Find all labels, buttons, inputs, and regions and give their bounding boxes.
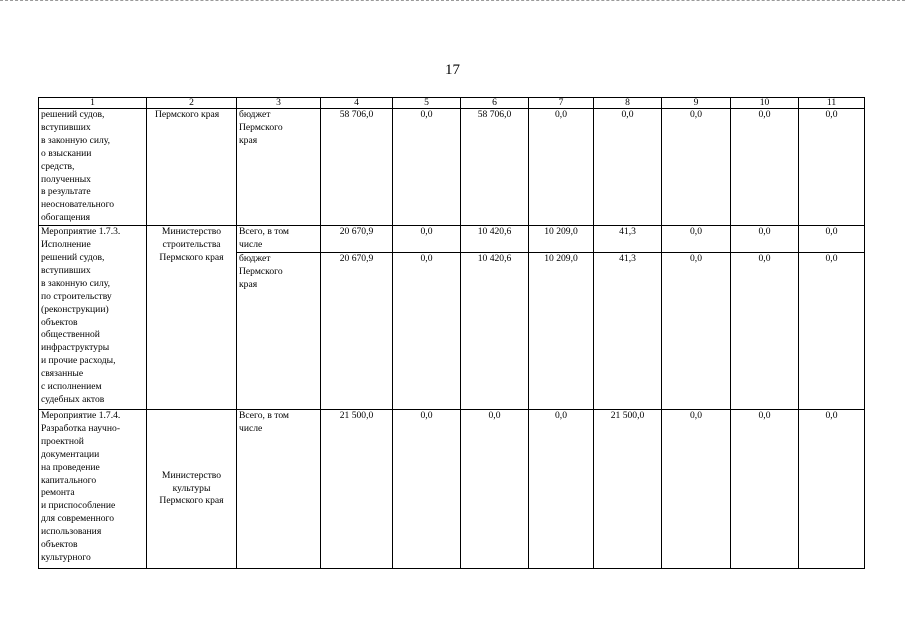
amount-cell: 0,0 (731, 409, 799, 568)
table-header-row (39, 98, 865, 109)
column-number: 3 (237, 98, 321, 109)
executor-cell: Министерство культуры Пермского края (147, 409, 237, 568)
column-number: 11 (799, 98, 865, 109)
scan-top-edge (0, 0, 905, 2)
amount-cell: 0,0 (799, 409, 865, 568)
column-number: 5 (393, 98, 461, 109)
amount-cell: 0,0 (662, 109, 731, 226)
amount-cell: 21 500,0 (594, 409, 662, 568)
funding-source-cell: Всего, в том числе (237, 226, 321, 253)
column-number: 7 (529, 98, 594, 109)
amount-cell: 0,0 (799, 226, 865, 253)
table-row (39, 226, 865, 253)
column-number: 9 (662, 98, 731, 109)
column-number: 2 (147, 98, 237, 109)
amount-cell: 58 706,0 (461, 109, 529, 226)
executor-cell: Министерство строительства Пермского края (147, 226, 237, 410)
amount-cell: 41,3 (594, 226, 662, 253)
executor-cell: Пермского края (147, 109, 237, 226)
amount-cell: 0,0 (393, 409, 461, 568)
amount-cell: 0,0 (662, 252, 731, 409)
amount-cell: 0,0 (529, 109, 594, 226)
amount-cell: 0,0 (799, 109, 865, 226)
amount-cell: 58 706,0 (321, 109, 393, 226)
table-row (39, 409, 865, 568)
amount-cell: 0,0 (662, 409, 731, 568)
amount-cell: 0,0 (393, 109, 461, 226)
amount-cell: 0,0 (393, 252, 461, 409)
amount-cell: 10 420,6 (461, 252, 529, 409)
column-number: 4 (321, 98, 393, 109)
amount-cell: 0,0 (662, 226, 731, 253)
budget-table (38, 97, 865, 569)
page-number: 17 (445, 62, 460, 78)
column-number: 6 (461, 98, 529, 109)
table-row (39, 109, 865, 226)
amount-cell: 41,3 (594, 252, 662, 409)
funding-source-cell: бюджет Пермского края (237, 109, 321, 226)
measure-cell: решений судов, вступивших в законную силу, о взыскании средств, полученных в результате неосновательного обогащения (39, 109, 147, 226)
amount-cell: 0,0 (529, 409, 594, 568)
funding-source-cell: бюджет Пермского края (237, 252, 321, 409)
amount-cell: 0,0 (731, 226, 799, 253)
amount-cell: 0,0 (461, 409, 529, 568)
amount-cell: 0,0 (393, 226, 461, 253)
amount-cell: 0,0 (731, 109, 799, 226)
column-number: 1 (39, 98, 147, 109)
amount-cell: 0,0 (594, 109, 662, 226)
amount-cell: 21 500,0 (321, 409, 393, 568)
funding-source-cell: Всего, в том числе (237, 409, 321, 568)
amount-cell: 20 670,9 (321, 252, 393, 409)
amount-cell: 10 420,6 (461, 226, 529, 253)
amount-cell: 0,0 (799, 252, 865, 409)
amount-cell: 0,0 (731, 252, 799, 409)
measure-cell: Мероприятие 1.7.4. Разработка научно- проектной документации на проведение капитального ремонта и приспособление для современного использования объектов культурного (39, 409, 147, 568)
measure-cell: Мероприятие 1.7.3. Исполнение решений судов, вступивших в законную силу, по строительству (реконструкции) объектов общественной инфраструктуры и прочие расходы, связанные с исполнением судебных актов (39, 226, 147, 410)
amount-cell: 10 209,0 (529, 226, 594, 253)
column-number: 10 (731, 98, 799, 109)
amount-cell: 20 670,9 (321, 226, 393, 253)
column-number: 8 (594, 98, 662, 109)
amount-cell: 10 209,0 (529, 252, 594, 409)
